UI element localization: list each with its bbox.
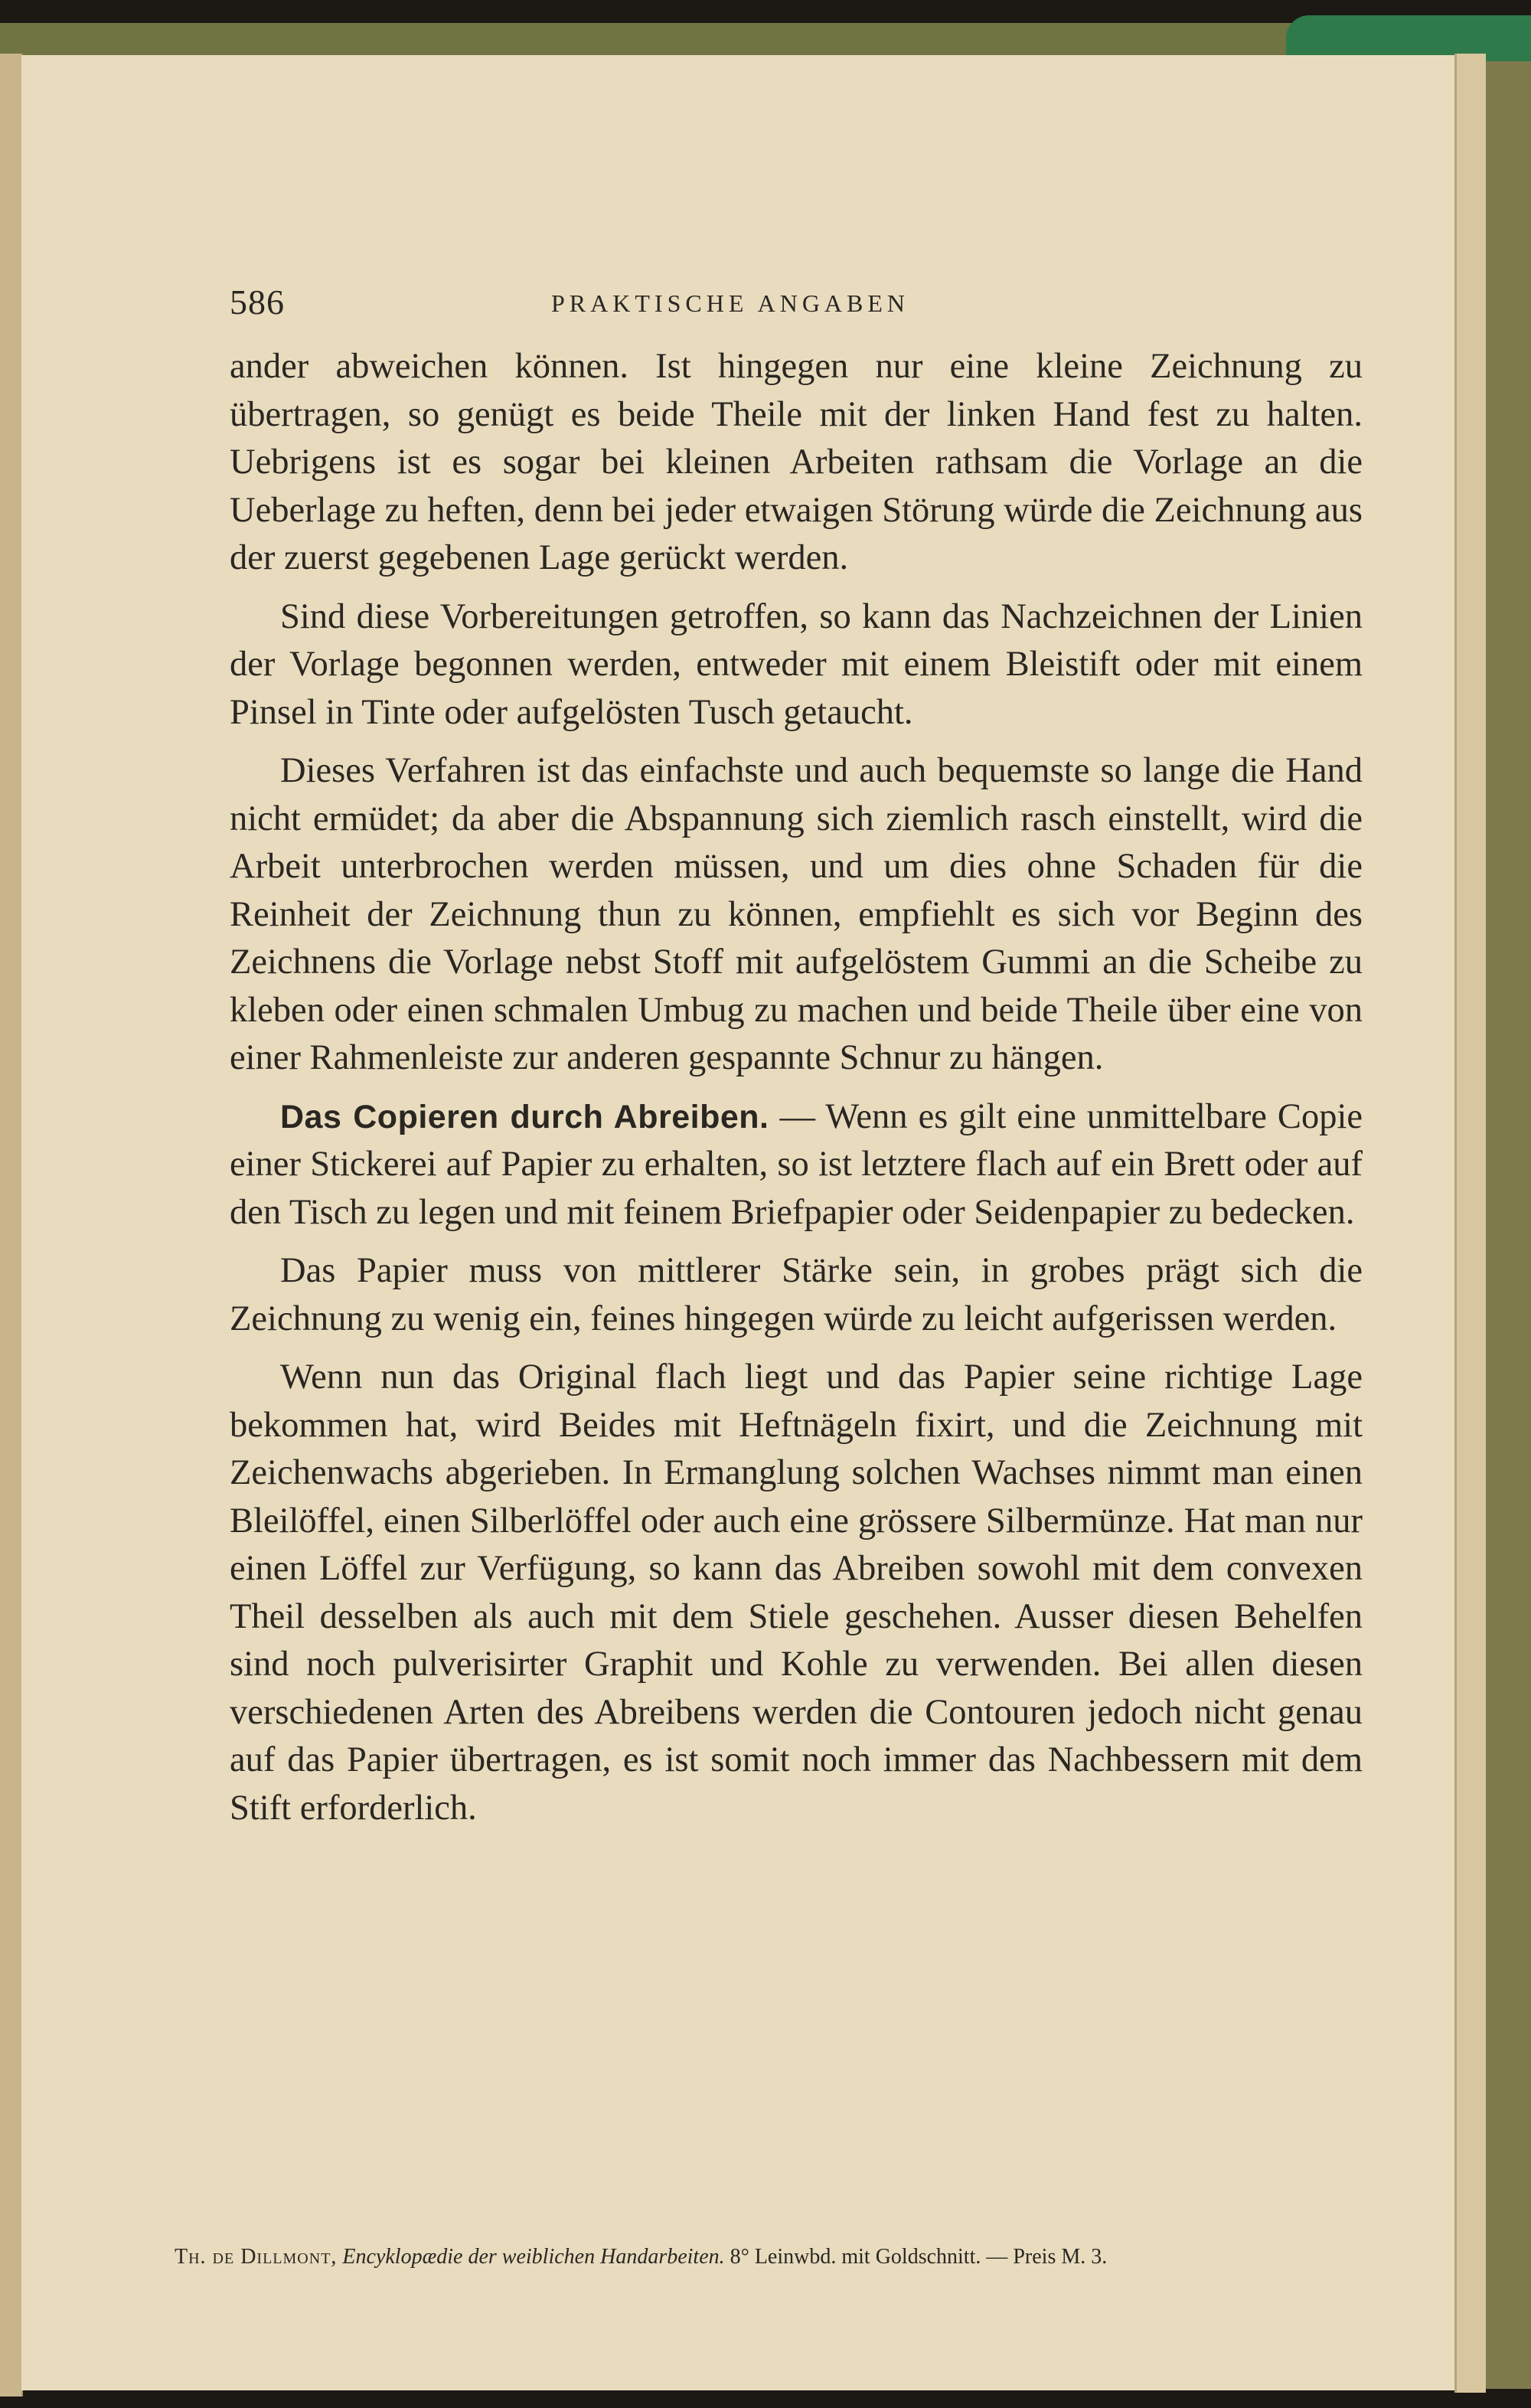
page-number: 586 — [230, 283, 285, 322]
paragraph: Wenn nun das Original flach liegt und das Papier seine richtige Lage bekommen hat, wird Beides mit Heftnägeln fixirt, und die Zeichnung mit Zeichenwachs abgerieben. In Ermanglung solchen Wachses nimmt man einen Bleilöffel, einen Silberlöffel oder auch eine grössere Silbermünze. Hat man nur einen Löffel zur Verfügung, so kann das Abreiben sowohl mit dem convexen Theil desselben als auch mit dem Stiele geschehen. Ausser diesen Behelfen sind noch pulverisirter Graphit und Kohle zu verwenden. Bei allen diesen verschiedenen Arten des Abreibens werden die Contouren jedoch nicht genau auf das Papier übertragen, es ist somit noch immer das Nachbessern mit dem Stift erforderlich. — [230, 1358, 1363, 1828]
spine-edge — [0, 54, 23, 2397]
body-text — [230, 343, 1363, 1843]
section-heading: Das Copieren durch Abreiben. — [280, 1098, 769, 1135]
ribbon-bookmark — [1286, 15, 1531, 61]
footer-work-title: Encyklopædie der weiblichen Handarbeiten. — [342, 2245, 725, 2269]
running-head-title: PRAKTISCHE ANGABEN — [551, 289, 910, 317]
book-page — [21, 55, 1454, 2390]
footer-details: 8° Leinwbd. mit Goldschnitt. — Preis M. 3. — [730, 2245, 1108, 2269]
page-stack-edge — [1454, 54, 1486, 2393]
footer-advertisement — [175, 2245, 1476, 2269]
paragraph: Das Papier muss von mittlerer Stärke sein, in grobes prägt sich die Zeichnung zu wenig ein, feines hingegen würde zu leicht aufgerissen werden. — [230, 1251, 1363, 1338]
paragraph: Sind diese Vorbereitungen getroffen, so kann das Nachzeichnen der Linien der Vorlage begonnen werden, entweder mit einem Bleistift oder mit einem Pinsel in Tinte oder aufgelösten Tusch getaucht. — [230, 596, 1363, 732]
paragraph: Dieses Verfahren ist das einfachste und auch bequemste so lange die Hand nicht ermüdet; da aber die Abspannung sich ziemlich rasch einstellt, wird die Arbeit unterbrochen werden müssen, und um dies ohne Schaden für die Reinheit der Zeichnung thun zu können, empfiehlt es sich vor Beginn des Zeichnens die Vorlage nebst Stoff mit aufgelöstem Gummi an die Scheibe zu kleben oder einen schmalen Umbug zu machen und beide Theile über eine von einer Rahmenleiste zur anderen gespannte Schnur zu hängen. — [230, 751, 1363, 1077]
footer-author: Th. de Dillmont, — [175, 2245, 338, 2269]
running-head — [230, 282, 1393, 328]
paragraph: Das Copieren durch Abreiben. — Wenn es gilt eine unmittelbare Copie einer Stickerei auf Papier zu erhalten, so ist letztere flach auf ein Brett oder auf den Tisch zu legen und mit feinem Briefpapier oder Seidenpapier zu bedecken. — [230, 1096, 1363, 1232]
paragraph: ander abweichen können. Ist hingegen nur eine kleine Zeichnung zu übertragen, so genügt es beide Theile mit der linken Hand fest zu halten. Uebrigens ist es sogar bei kleinen Arbeiten rathsam die Vorlage an die Ueberlage zu heften, denn bei jeder etwaigen Störung würde die Zeichnung aus der zuerst gegebenen Lage gerückt werden. — [230, 347, 1363, 577]
